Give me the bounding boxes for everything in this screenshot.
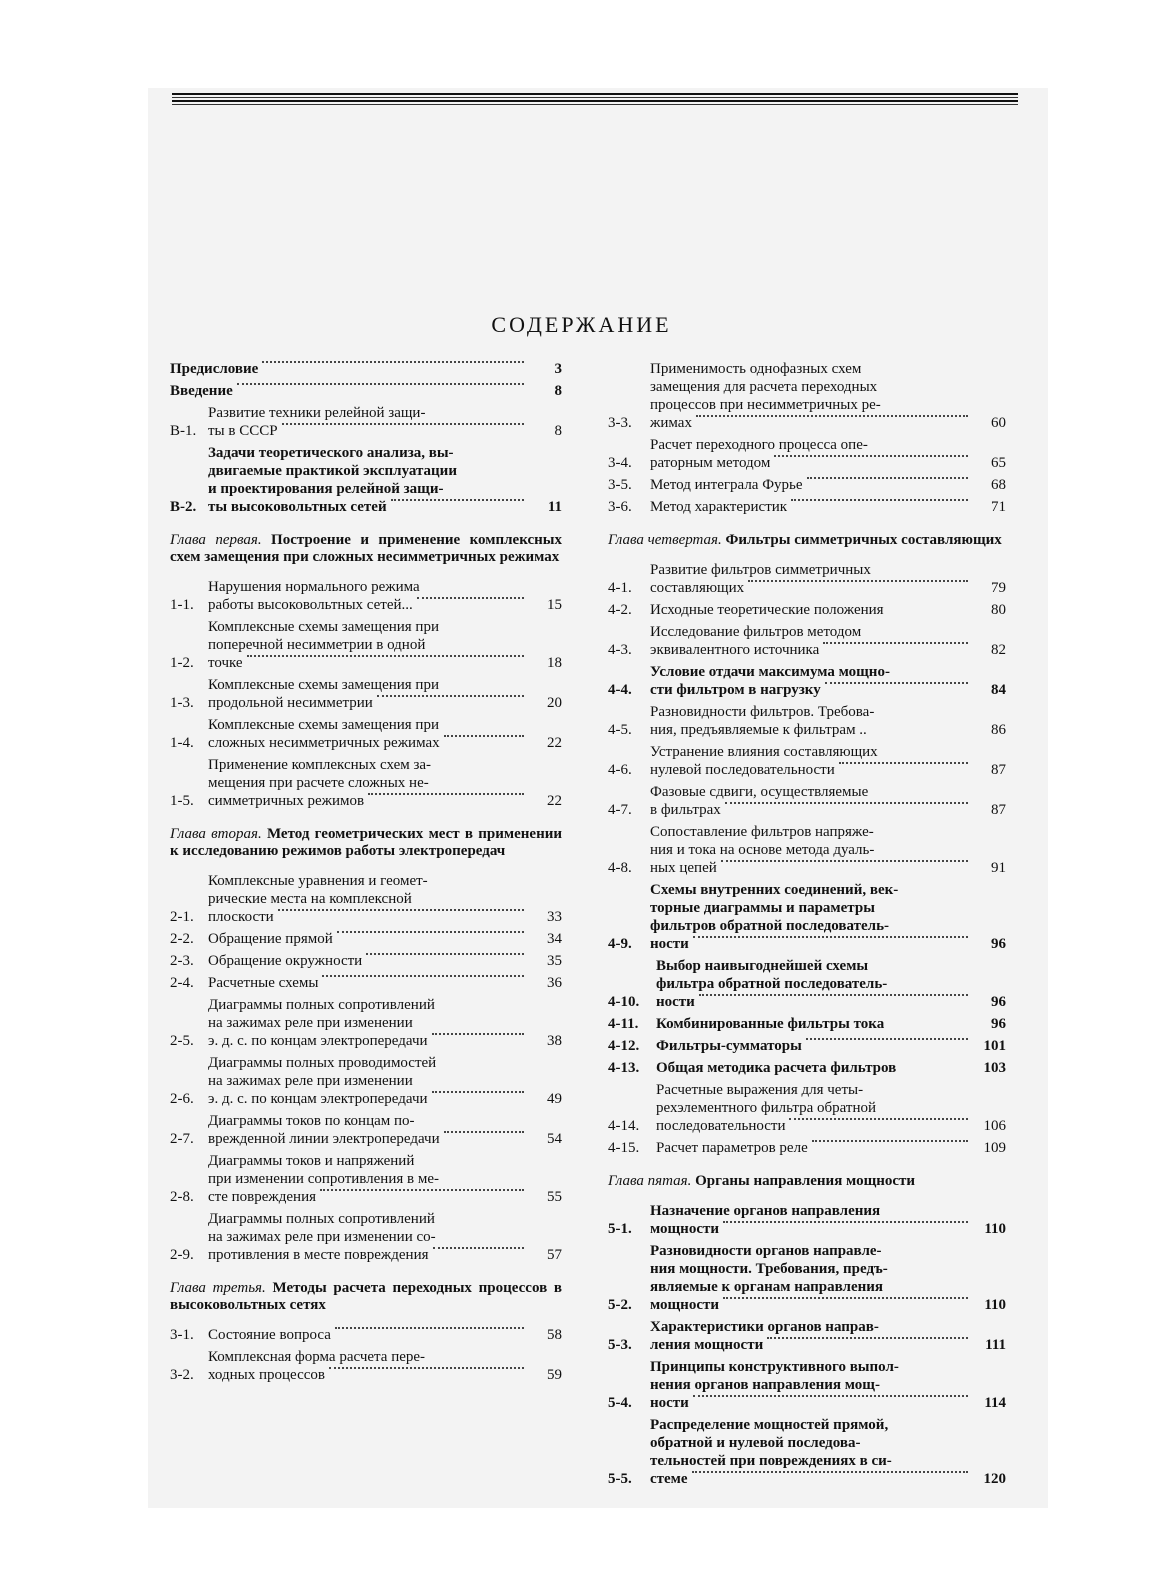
page-number: 80 <box>991 602 1006 618</box>
page-number: 20 <box>547 695 562 711</box>
chapter-title: Фильтры симметричных составляющих <box>721 532 1002 548</box>
leader-dots <box>839 761 968 764</box>
section-title: Сопоставление фильтров напряже- ния и тока на основе метода дуаль- ных цепей <box>650 823 972 877</box>
toc-entry[interactable] <box>608 1081 1006 1135</box>
leader-dots <box>748 579 968 582</box>
section-number: 4-11. <box>608 1016 639 1032</box>
section-title: Комплексные схемы замещения при сложных несимметричных режимах <box>208 716 528 752</box>
section-title: Характеристики органов направ- ления мощности <box>650 1318 972 1354</box>
chapter-heading <box>170 1280 562 1314</box>
toc-entry[interactable] <box>170 952 562 970</box>
page-number: 58 <box>547 1327 562 1343</box>
section-title: Нарушения нормального режима работы высоковольтных сетей... <box>208 578 528 614</box>
toc-entry[interactable] <box>608 1139 1006 1157</box>
page-number: 110 <box>984 1297 1006 1313</box>
section-title: Расчетные выражения для четы- рехэлементного фильтра обратной последовательности <box>656 1081 972 1135</box>
toc-entry[interactable] <box>608 1242 1006 1314</box>
section-title: Предисловие <box>170 360 528 378</box>
section-title: Исследование фильтров методом эквивалентного источника <box>650 623 972 659</box>
page-number: 86 <box>991 722 1006 738</box>
section-number: 5-5. <box>608 1471 632 1487</box>
page-number: 87 <box>991 762 1006 778</box>
chapter-title: Построение и применение комплексных схем замещения при сложных несимметричных режимах <box>170 532 562 565</box>
toc-entry[interactable] <box>608 957 1006 1011</box>
toc-entry[interactable] <box>608 360 1006 432</box>
leader-dots <box>823 641 968 644</box>
section-number: 3-3. <box>608 415 632 431</box>
leader-dots <box>322 974 524 977</box>
section-title: Применение комплексных схем за- мещения при расчете сложных не- симметричных режимов <box>208 756 528 810</box>
page-number: 22 <box>547 793 562 809</box>
leader-dots <box>806 1037 968 1040</box>
page-number: 36 <box>547 975 562 991</box>
leader-dots <box>825 681 968 684</box>
leader-dots <box>368 792 524 795</box>
section-number: 4-8. <box>608 860 632 876</box>
section-title: Фазовые сдвиги, осуществляемые в фильтрах <box>650 783 972 819</box>
section-number: 1-3. <box>170 695 194 711</box>
leader-dots <box>282 422 524 425</box>
toc-entry[interactable] <box>608 561 1006 597</box>
toc-entry[interactable] <box>608 436 1006 472</box>
page-number: 106 <box>983 1118 1006 1134</box>
leader-dots <box>377 694 524 697</box>
page-number: 120 <box>983 1471 1006 1487</box>
section-number: 4-10. <box>608 994 640 1010</box>
leader-dots <box>366 952 524 955</box>
section-title: Развитие фильтров симметричных составляющих <box>650 561 972 597</box>
leader-dots <box>774 454 968 457</box>
page-number: 111 <box>985 1337 1006 1353</box>
chapter-label: Глава третья. <box>170 1280 266 1296</box>
toc-entry[interactable] <box>608 823 1006 877</box>
page-number: 8 <box>554 423 562 439</box>
section-number: 4-1. <box>608 580 632 596</box>
section-number: 1-2. <box>170 655 194 671</box>
section-title: Выбор наивыгоднейшей схемы фильтра обратной последователь- ности <box>656 957 972 1011</box>
toc-entry[interactable] <box>170 1348 562 1384</box>
section-number: 3-5. <box>608 477 632 493</box>
page-number: 114 <box>984 1395 1006 1411</box>
section-title: Комбинированные фильтры тока <box>656 1016 885 1032</box>
section-title: Разновидности фильтров. Требова- ния, предъявляемые к фильтрам .. <box>650 704 875 738</box>
toc-entry[interactable] <box>608 498 1006 516</box>
chapter-heading <box>170 826 562 860</box>
chapter-heading <box>608 1173 1006 1190</box>
toc-entry[interactable] <box>170 444 562 516</box>
page-number: 82 <box>991 642 1006 658</box>
toc-entry[interactable] <box>170 1112 562 1148</box>
section-number: 5-1. <box>608 1221 632 1237</box>
page-number: 3 <box>554 361 562 377</box>
section-title: Распределение мощностей прямой, обратной и нулевой последова- тельностей при повреждениях в си- стеме <box>650 1416 972 1488</box>
section-title: Расчетные схемы <box>208 974 528 992</box>
leader-dots <box>444 734 524 737</box>
toc-left-column <box>170 360 562 1388</box>
chapter-title: Метод геометрических мест в применении к исследованию режимов работы электропередач <box>170 826 563 859</box>
section-title: Введение <box>170 382 528 400</box>
toc-entry[interactable] <box>170 974 562 992</box>
section-number: 2-4. <box>170 975 194 991</box>
page-number: 54 <box>547 1131 562 1147</box>
page-number: 96 <box>991 936 1006 952</box>
leader-dots <box>696 414 968 417</box>
toc-entry[interactable] <box>608 881 1006 953</box>
section-title: Принципы конструктивного выпол- нения органов направления мощ- ности <box>650 1358 972 1412</box>
section-number: 5-3. <box>608 1337 632 1353</box>
section-number: 5-2. <box>608 1297 632 1313</box>
toc-right-column <box>608 360 1006 1492</box>
toc-entry[interactable] <box>608 601 1006 619</box>
section-title: Диаграммы токов и напряжений при изменении сопротивления в ме- сте повреждения <box>208 1152 528 1206</box>
chapter-label: Глава четвертая. <box>608 532 722 548</box>
section-number: 4-12. <box>608 1038 640 1054</box>
section-title: Диаграммы полных сопротивлений на зажимах реле при изменении э. д. с. по концам электропередачи <box>208 996 528 1050</box>
leader-dots <box>335 1326 524 1329</box>
section-title: Комплексные уравнения и геомет- рические места на комплексной плоскости <box>208 872 528 926</box>
toc-entry[interactable] <box>170 676 562 712</box>
section-number: 1-1. <box>170 597 194 613</box>
chapter-label: Глава пятая. <box>608 1173 692 1189</box>
section-number: 2-2. <box>170 931 194 947</box>
toc-entry[interactable] <box>608 1015 1006 1033</box>
section-number: В-1. <box>170 423 197 439</box>
section-number: 4-4. <box>608 682 632 698</box>
section-title: Расчет параметров реле <box>656 1139 972 1157</box>
section-number: 2-8. <box>170 1189 194 1205</box>
toc-entry[interactable] <box>608 1037 1006 1055</box>
leader-dots <box>417 596 524 599</box>
section-title: Разновидности органов направле- ния мощности. Требования, предъ- являемые к органам направления мощности <box>650 1242 972 1314</box>
section-number: 3-4. <box>608 455 632 471</box>
page-number: 103 <box>983 1060 1006 1076</box>
section-title: Исходные теоретические положения <box>650 602 884 618</box>
toc-entry[interactable] <box>608 743 1006 779</box>
section-title: Состояние вопроса <box>208 1326 528 1344</box>
leader-dots <box>791 498 968 501</box>
page-number: 101 <box>983 1038 1006 1054</box>
page-number: 71 <box>991 499 1006 515</box>
leader-dots <box>693 1394 968 1397</box>
toc-entry[interactable] <box>170 996 562 1050</box>
page-number: 57 <box>547 1247 562 1263</box>
section-title: Назначение органов направления мощности <box>650 1202 972 1238</box>
toc-entry[interactable] <box>170 1210 562 1264</box>
section-number: 4-13. <box>608 1060 640 1076</box>
toc-entry[interactable] <box>170 1326 562 1344</box>
toc-entry[interactable] <box>608 703 1006 739</box>
leader-dots <box>725 801 968 804</box>
header-rules <box>172 93 1018 107</box>
page-number: 91 <box>991 860 1006 876</box>
page-number: 15 <box>547 597 562 613</box>
leader-dots <box>247 654 524 657</box>
toc-entry[interactable] <box>170 578 562 614</box>
leader-dots <box>337 930 524 933</box>
page-number: 38 <box>547 1033 562 1049</box>
section-title: Диаграммы полных сопротивлений на зажимах реле при изменении со- противления в месте повреждения <box>208 1210 528 1264</box>
page-number: 109 <box>983 1140 1006 1156</box>
section-number: 4-7. <box>608 802 632 818</box>
leader-dots <box>692 1470 968 1473</box>
section-title: Развитие техники релейной защи- ты в СССР <box>208 404 528 440</box>
section-number: 2-1. <box>170 909 194 925</box>
toc-entry[interactable] <box>608 623 1006 659</box>
section-number: 3-1. <box>170 1327 194 1343</box>
section-title: Диаграммы полных проводимостей на зажимах реле при изменении э. д. с. по концам электропередачи <box>208 1054 528 1108</box>
chapter-title: Органы направления мощности <box>691 1173 916 1189</box>
section-title: Применимость однофазных схем замещения для расчета переходных процессов при несимметричных ре- жимах <box>650 360 972 432</box>
toc-entry[interactable] <box>608 1358 1006 1412</box>
section-number: 4-2. <box>608 602 632 618</box>
leader-dots <box>432 1032 524 1035</box>
section-number: 2-7. <box>170 1131 194 1147</box>
section-title: Задачи теоретического анализа, вы- двигаемые практикой эксплуатации и проектирования релейной защи- ты высоковольтных сетей <box>208 444 528 516</box>
leader-dots <box>807 476 968 479</box>
section-number: 1-5. <box>170 793 194 809</box>
leader-dots <box>721 859 968 862</box>
leader-dots <box>237 382 524 385</box>
chapter-label: Глава первая. <box>170 532 262 548</box>
section-title: Метод характеристик <box>650 498 972 516</box>
toc-entry[interactable] <box>170 1054 562 1108</box>
section-number: 2-6. <box>170 1091 194 1107</box>
toc-entry[interactable] <box>608 1416 1006 1488</box>
section-title: Метод интеграла Фурье <box>650 476 972 494</box>
chapter-title: Методы расчета переходных процессов в высоковольтных сетях <box>170 1280 563 1313</box>
toc-entry[interactable] <box>170 382 562 400</box>
page-title: СОДЕРЖАНИЕ <box>491 312 672 337</box>
section-number: 5-4. <box>608 1395 632 1411</box>
section-number: 4-9. <box>608 936 632 952</box>
page-number: 33 <box>547 909 562 925</box>
section-number: 4-15. <box>608 1140 640 1156</box>
page-number: 68 <box>991 477 1006 493</box>
leader-dots <box>432 1090 524 1093</box>
chapter-label: Глава вторая. <box>170 826 262 842</box>
toc-entry[interactable] <box>608 1202 1006 1238</box>
section-number: 4-6. <box>608 762 632 778</box>
section-title: Комплексные схемы замещения при поперечной несимметрии в одной точке <box>208 618 528 672</box>
section-number: 2-3. <box>170 953 194 969</box>
leader-dots <box>693 935 968 938</box>
chapter-heading <box>170 532 562 566</box>
toc-entry[interactable] <box>170 756 562 810</box>
page-number: 11 <box>547 499 562 515</box>
section-number: 3-6. <box>608 499 632 515</box>
toc-entry[interactable] <box>170 360 562 378</box>
page-number: 18 <box>547 655 562 671</box>
toc-entry[interactable] <box>170 1152 562 1206</box>
section-title: Фильтры-сумматоры <box>656 1037 972 1055</box>
leader-dots <box>320 1188 524 1191</box>
leader-dots <box>812 1139 968 1142</box>
page-number: 87 <box>991 802 1006 818</box>
section-title: Схемы внутренних соединений, век- торные диаграммы и параметры фильтров обратной последователь- ности <box>650 881 972 953</box>
section-title: Комплексные схемы замещения при продольной несимметрии <box>208 676 528 712</box>
toc-entry[interactable] <box>170 716 562 752</box>
page-number: 84 <box>991 682 1006 698</box>
page-number: 96 <box>991 1016 1006 1032</box>
leader-dots <box>767 1336 968 1339</box>
page-number: 110 <box>984 1221 1006 1237</box>
toc-entry[interactable] <box>170 930 562 948</box>
toc-entry[interactable] <box>608 663 1006 699</box>
page-number: 65 <box>991 455 1006 471</box>
page-number: 34 <box>547 931 562 947</box>
section-title: Диаграммы токов по концам по- врежденной линии электропередачи <box>208 1112 528 1148</box>
toc-entry[interactable] <box>608 783 1006 819</box>
section-title: Условие отдачи максимума мощно- сти фильтром в нагрузку <box>650 663 972 699</box>
section-title: Общая методика расчета фильтров <box>656 1060 897 1076</box>
section-number: В-2. <box>170 499 197 515</box>
page-number: 60 <box>991 415 1006 431</box>
section-number: 4-3. <box>608 642 632 658</box>
page-number: 8 <box>554 383 562 399</box>
section-number: 1-4. <box>170 735 194 751</box>
toc-entry[interactable] <box>170 404 562 440</box>
leader-dots <box>789 1117 968 1120</box>
section-title: Комплексная форма расчета пере- ходных процессов <box>208 1348 528 1384</box>
leader-dots <box>329 1366 524 1369</box>
page-number: 49 <box>547 1091 562 1107</box>
leader-dots <box>444 1130 524 1133</box>
section-title: Устранение влияния составляющих нулевой последовательности <box>650 743 972 779</box>
leader-dots <box>723 1220 968 1223</box>
leader-dots <box>723 1296 968 1299</box>
page-number: 79 <box>991 580 1006 596</box>
toc-entry[interactable] <box>170 618 562 672</box>
section-number: 3-2. <box>170 1367 194 1383</box>
page-number: 35 <box>547 953 562 969</box>
toc-entry[interactable] <box>608 476 1006 494</box>
leader-dots <box>699 993 968 996</box>
leader-dots <box>433 1246 525 1249</box>
leader-dots <box>391 498 524 501</box>
section-number: 2-9. <box>170 1247 194 1263</box>
leader-dots <box>262 360 524 363</box>
section-number: 4-14. <box>608 1118 640 1134</box>
leader-dots <box>278 908 524 911</box>
section-number: 2-5. <box>170 1033 194 1049</box>
page-number: 55 <box>547 1189 562 1205</box>
toc-entry[interactable] <box>608 1318 1006 1354</box>
page-number: 22 <box>547 735 562 751</box>
section-number: 4-5. <box>608 722 632 738</box>
page-number: 59 <box>547 1367 562 1383</box>
page-number: 96 <box>991 994 1006 1010</box>
section-title: Обращение прямой <box>208 930 528 948</box>
section-title: Обращение окружности <box>208 952 528 970</box>
section-title: Расчет переходного процесса опе- раторным методом <box>650 436 972 472</box>
toc-entry[interactable] <box>608 1059 1006 1077</box>
chapter-heading <box>608 532 1006 549</box>
toc-entry[interactable] <box>170 872 562 926</box>
